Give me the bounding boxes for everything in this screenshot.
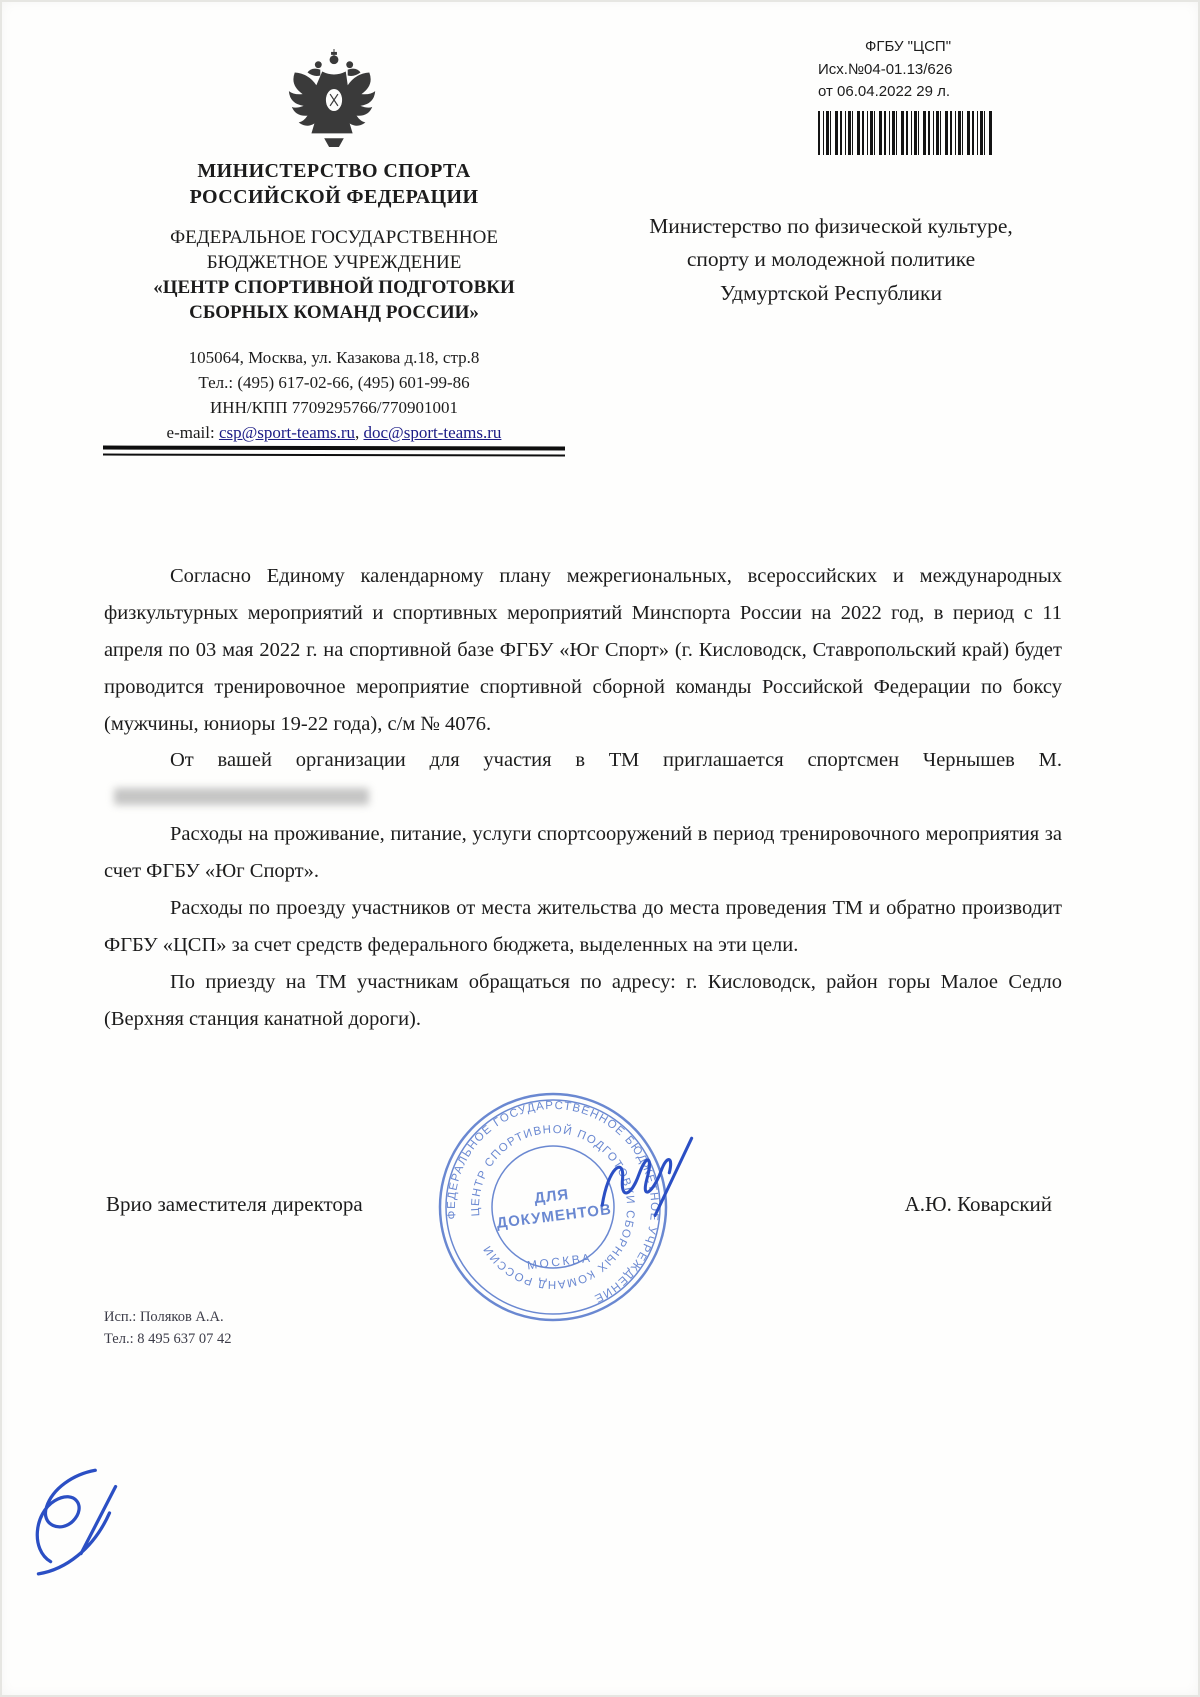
recipient-line2: спорту и молодежной политике <box>686 247 976 272</box>
paragraph-2 <box>104 742 1062 816</box>
letter-body <box>104 558 1062 1038</box>
paragraph-5: По приезду на ТМ участникам обращаться по адресу: г. Кисловодск, район горы Малое Седло (Верхняя станция канатной дороги). <box>104 970 1062 1030</box>
recipient-line3: Удмуртской Республики <box>719 280 942 305</box>
org-phones: Тел.: (495) 617-02-66, (495) 601-99-86 <box>198 373 470 393</box>
paragraph-2-text: От вашей организации для участия в ТМ приглашается спортсмен Чернышев М. <box>170 749 1062 772</box>
registration-number: Исх.№04-01.13/626 <box>818 60 953 78</box>
registration-stamp <box>818 36 998 155</box>
ministry-name-line1: МИНИСТЕРСТВО СПОРТА <box>197 160 471 182</box>
org-email-line <box>100 421 568 446</box>
letterhead-divider <box>103 446 565 457</box>
paragraph-3: Расходы на проживание, питание, услуги спортсооружений в период тренировочного мероприятия за счет ФГБУ «Юг Спорт». <box>104 823 1062 883</box>
org-inn-kpp: ИНН/КПП 7709295766/770901001 <box>210 397 458 417</box>
paragraph-1: Согласно Единому календарному плану межрегиональных, всероссийских и международных физкультурных мероприятий и спортивных мероприятий Минспорта России на 2022 год, в период с 11 апреля по 03 мая 2022 г. на спортивной базе ФГБУ «Юг Спорт» (г. Кисловодск, Ставропольский край) будет проводится тренировочное мероприятие спортивной сборной команды Российской Федерации по боксу (мужчины, юниоры 19-22 года), с/м № 4076. <box>104 565 1062 735</box>
executor-name: Исп.: Поляков А.А. <box>104 1309 224 1325</box>
org-contacts <box>100 346 568 445</box>
email-label: e-mail: <box>166 422 219 442</box>
registration-org: ФГБУ "ЦСП" <box>864 38 952 55</box>
signer-name: А.Ю. Коварский <box>904 1192 1052 1216</box>
org-type-line1: ФЕДЕРАЛЬНОЕ ГОСУДАРСТВЕННОЕ <box>170 227 498 248</box>
executor-phone: Тел.: 8 495 637 07 42 <box>104 1331 232 1348</box>
signer-position: Врио заместителя директора <box>106 1192 363 1216</box>
executor-block <box>104 1306 232 1351</box>
org-name-line2: СБОРНЫХ КОМАНД РОССИИ» <box>189 302 479 324</box>
organization-name <box>100 225 568 325</box>
handwritten-signature <box>590 1126 712 1248</box>
paragraph-4: Расходы по проезду участников от места жительства до места проведения ТМ и обратно производит ФГБУ «ЦСП» за счет средств федерального бюджета, выделенных на эти цели. <box>104 897 1062 956</box>
russian-coat-of-arms-icon <box>275 48 393 150</box>
registration-date: от 06.04.2022 29 л. <box>818 83 951 100</box>
org-address: 105064, Москва, ул. Казакова д.18, стр.8 <box>188 348 480 368</box>
letterhead <box>100 48 568 446</box>
ministry-name-line2: РОССИЙСКОЙ ФЕДЕРАЦИИ <box>189 186 479 208</box>
stamp-ring-outer-text: ФЕДЕРАЛЬНОЕ ГОСУДАРСТВЕННОЕ БЮДЖЕТНОЕ УЧРЕЖДЕНИЕ <box>445 1099 661 1305</box>
email-separator: , <box>355 422 364 442</box>
redacted-text <box>114 788 369 805</box>
email-address-2: doc@sport-teams.ru <box>363 422 502 442</box>
recipient-line1: Министерство по физической культуре, <box>649 214 1013 238</box>
stamp-ring-inner-text: ЦЕНТР СПОРТИВНОЙ ПОДГОТОВКИ СБОРНЫХ КОМАНД РОССИИ <box>469 1123 637 1291</box>
ministry-name <box>100 158 568 210</box>
email-address-1: csp@sport-teams.ru <box>218 422 355 442</box>
recipient-block <box>588 210 1074 310</box>
org-name-line1: «ЦЕНТР СПОРТИВНОЙ ПОДГОТОВКИ <box>153 277 515 299</box>
corner-handwritten-mark <box>20 1452 132 1584</box>
org-type-line2: БЮДЖЕТНОЕ УЧРЕЖДЕНИЕ <box>206 252 462 274</box>
stamp-center-line2: ДОКУМЕНТОВ <box>495 1200 613 1232</box>
stamp-center-line1: ДЛЯ <box>533 1186 571 1208</box>
stamp-city: МОСКВА <box>526 1250 594 1273</box>
barcode <box>818 111 994 155</box>
